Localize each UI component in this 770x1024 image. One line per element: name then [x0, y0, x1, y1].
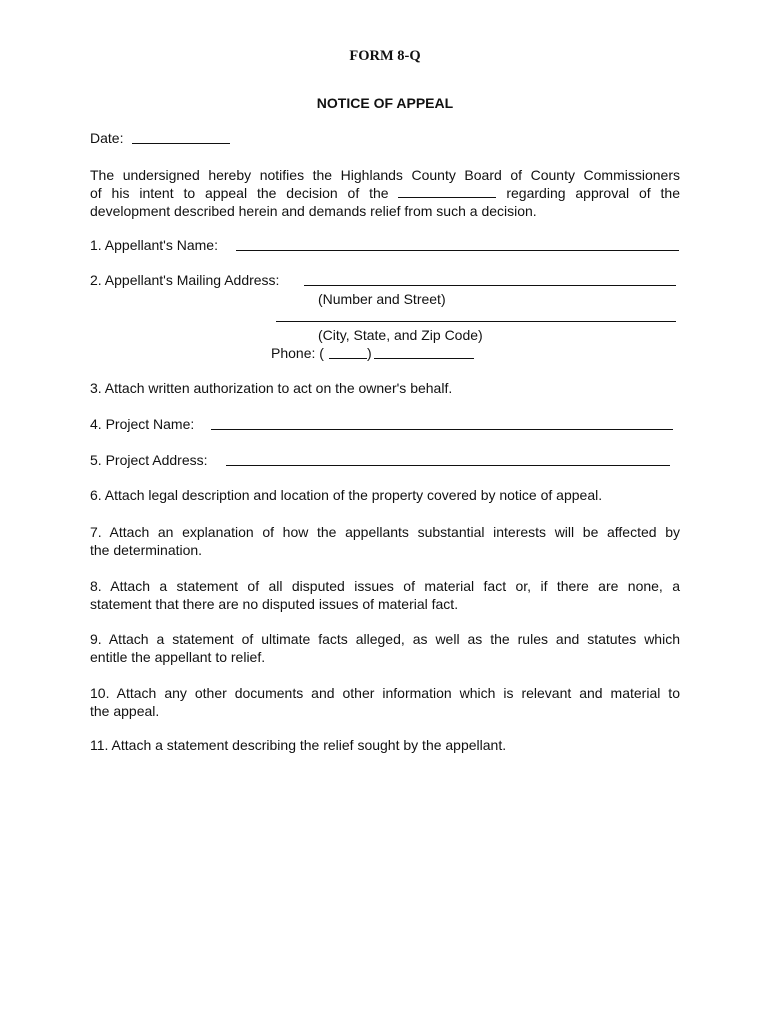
intro-line-3: development described herein and demands relief from such a decision. [90, 203, 537, 219]
appellant-name-label: 1. Appellant's Name: [90, 237, 218, 253]
project-address-label: 5. Project Address: [90, 452, 208, 468]
item-8-line-1: 8. Attach a statement of all disputed issues of material fact or, if there are none, a [90, 578, 680, 594]
city-caption: (City, State, and Zip Code) [318, 327, 483, 343]
authorization-item: 3. Attach written authorization to act on the owner's behalf. [90, 380, 453, 396]
decision-body-field[interactable] [398, 184, 496, 198]
phone-paren-close: ) [367, 345, 372, 361]
item-10-line-2: the appeal. [90, 703, 160, 719]
intro-line-1: The undersigned hereby notifies the Highlands County Board of County Commissioners [90, 167, 680, 183]
intro-paragraph [90, 166, 680, 220]
phone-label: Phone: ( [271, 345, 324, 361]
form-code: FORM 8-Q [349, 48, 421, 64]
item-7-line-1: 7. Attach an explanation of how the appellants substantial interests will be affected by [90, 524, 680, 540]
item-11: 11. Attach a statement describing the relief sought by the appellant. [90, 737, 507, 753]
legal-description-item: 6. Attach legal description and location of the property covered by notice of appeal. [90, 487, 603, 503]
project-name-label: 4. Project Name: [90, 416, 195, 432]
item-7 [90, 523, 680, 559]
item-8-line-2: statement that there are no disputed issues of material fact. [90, 596, 459, 612]
item-7-line-2: the determination. [90, 542, 203, 558]
item-9-line-1: 9. Attach a statement of ultimate facts alleged, as well as the rules and statutes which [90, 631, 680, 647]
mailing-address-label: 2. Appellant's Mailing Address: [90, 272, 280, 288]
project-address-field[interactable] [226, 465, 670, 466]
city-state-zip-field[interactable] [276, 321, 676, 322]
intro-line-2-end: regarding approval of the [506, 185, 681, 201]
item-10-line-1: 10. Attach any other documents and other information which is relevant and material to [90, 685, 680, 701]
intro-line-2 [90, 184, 680, 202]
item-8 [90, 577, 680, 613]
item-10 [90, 684, 680, 720]
item-9 [90, 630, 680, 666]
page-title: NOTICE OF APPEAL [316, 95, 454, 111]
item-9-line-2: entitle the appellant to relief. [90, 649, 266, 665]
intro-line-2-start: of his intent to appeal the decision of the [90, 185, 389, 201]
street-address-field[interactable] [304, 285, 676, 286]
phone-number-field[interactable] [374, 358, 474, 359]
appellant-name-field[interactable] [236, 250, 679, 251]
project-name-field[interactable] [211, 429, 673, 430]
date-label: Date: [90, 130, 124, 146]
date-field[interactable] [132, 143, 230, 144]
phone-area-code-field[interactable] [329, 358, 367, 359]
street-caption: (Number and Street) [318, 291, 446, 307]
